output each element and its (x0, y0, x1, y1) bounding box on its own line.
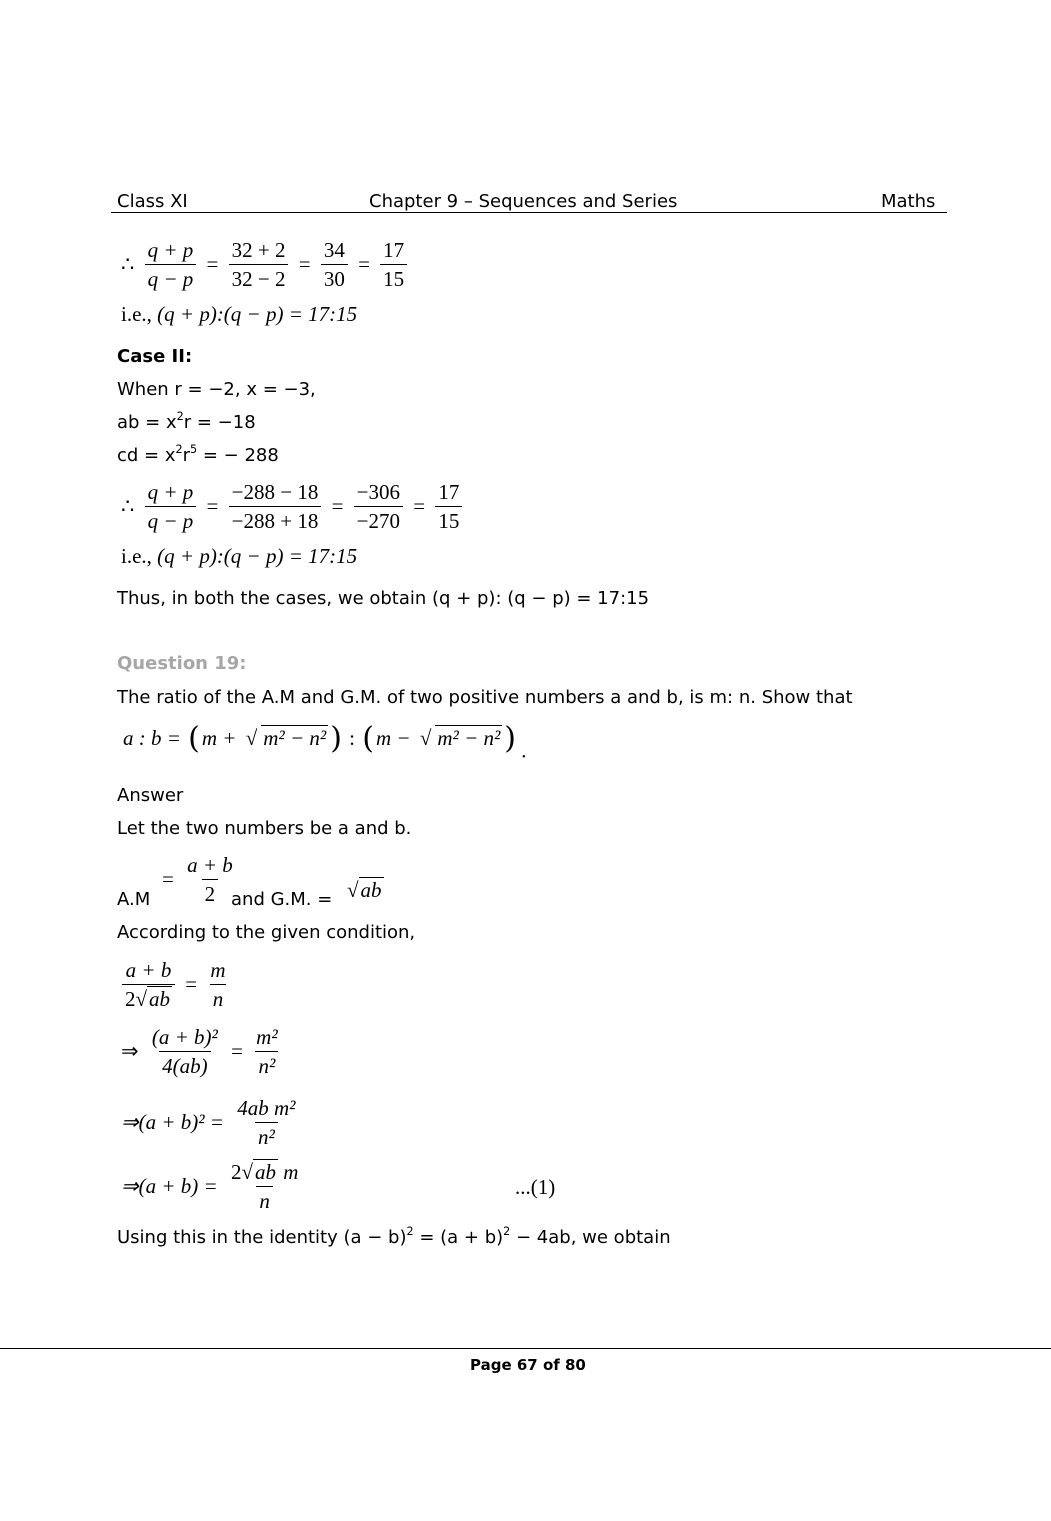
step1-equation: $\frac{a + b}{2√ab}$ = $\frac{m}{n}$ (119, 956, 232, 1013)
case1-ie-line: i.e., (q + p):(q − p) = 17:15 (121, 302, 358, 326)
case1-ratio-equation: ∴ $\frac{q + p}{q - p}$ = $\frac{32 + 2}{32 - 2}$ = $\frac{34}{30}$ = $\frac{17}{15}$ (119, 236, 410, 293)
question-statement: The ratio of the A.M and G.M. of two positive numbers a and b, is m: n. Show that (117, 687, 853, 708)
am-fraction: = $\frac{a + b}{2}$ (162, 853, 233, 906)
answer-let-line: Let the two numbers be a and b. (117, 818, 412, 839)
header-rule (111, 212, 947, 213)
gm-value: √ab (347, 878, 382, 902)
am-label: A.M (117, 889, 151, 910)
header-subject: Maths (881, 191, 936, 212)
answer-label: Answer (117, 785, 184, 806)
case2-when-line: When r = −2, x = −3, (117, 379, 316, 400)
footer-rule (0, 1348, 1051, 1349)
gm-label: and G.M. = (231, 889, 333, 910)
conclusion-line: Thus, in both the cases, we obtain (q + p): (q − p) = 17:15 (117, 588, 650, 609)
question-title: Question 19: (117, 653, 247, 674)
condition-line: According to the given condition, (117, 922, 416, 943)
case2-cd-line: cd = $x^2r^5$ = − 288 (117, 443, 279, 466)
case2-ie-line: i.e., (q + p):(q − p) = 17:15 (121, 544, 358, 568)
step4-equation: ⇒(a + b) = $\frac{\text{2√ab m}}{n}$ (121, 1160, 299, 1213)
header-class: Class XI (117, 191, 188, 212)
step2-equation: ⇒ $\frac{\text{(a + b)²}}{4(ab)}$ = $\frac{\text{m²}}{\text{n²}}$ (121, 1025, 278, 1078)
question-formula: a : b = (m + √ m² − n² ) : (m − √ m² − n² ) . (123, 721, 527, 763)
case2-ratio-equation: ∴ $\frac{q + p}{q - p}$ = $\frac{-288 - 18}{-288 + 18}$ = $\frac{-306}{-270}$ = $\frac{17}{15}$ (119, 478, 465, 535)
case2-ab-line: ab = $x^2r = -18$ (117, 410, 256, 433)
page-number: Page 67 of 80 (470, 1356, 586, 1374)
step3-equation: ⇒(a + b)² = $\frac{\text{4ab m²}}{\text{n²}}$ (121, 1096, 296, 1149)
step4-tag: ...(1) (515, 1175, 556, 1199)
case2-heading: Case II: (117, 346, 193, 367)
header-chapter: Chapter 9 – Sequences and Series (369, 191, 678, 212)
identity-line: Using this in the identity $(a - b)^2 = (a + b)^2 - 4ab$, we obtain (117, 1225, 671, 1248)
